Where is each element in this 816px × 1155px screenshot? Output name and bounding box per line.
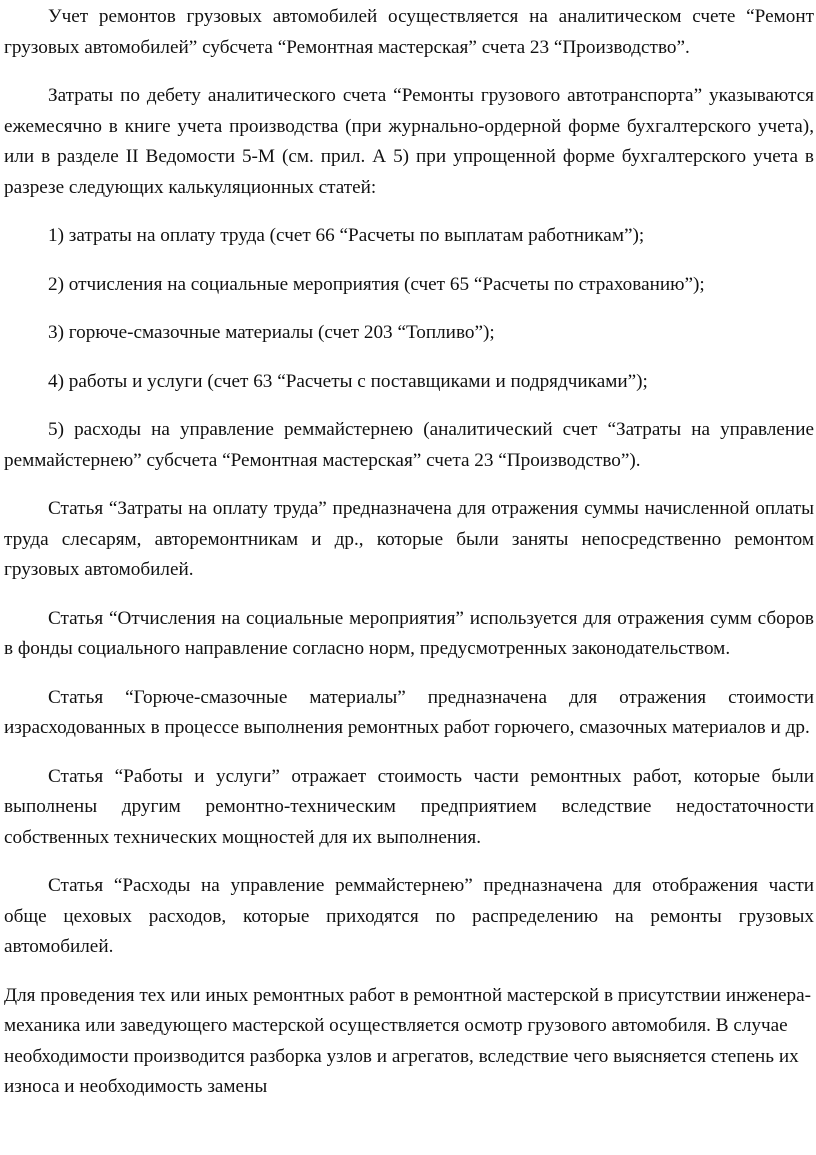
paragraph-fuel-article: Статья “Горюче-смазочные материалы” предназначена для отражения стоимости израсходованных в процессе выполнения ремонтных работ горючего, смазочных материалов и др. bbox=[4, 686, 814, 738]
list-item-labor-costs: 1) затраты на оплату труда (счет 66 “Расчеты по выплатам работникам”); bbox=[48, 225, 645, 246]
list-item-fuel-lubricants: 3) горюче-смазочные материалы (счет 203 “Топливо”); bbox=[48, 322, 495, 343]
list-item-social-contributions: 2) отчисления на социальные мероприятия (счет 65 “Расчеты по страхованию”); bbox=[48, 273, 705, 295]
paragraph-social-article: Статья “Отчисления на социальные мероприятия” используется для отражения сумм сборов в фонды социального направление согласно норм, предусмотренных законодательством. bbox=[4, 607, 814, 659]
paragraph-debit-costs: Затраты по дебету аналитического счета “Ремонты грузового автотранспорта” указываются ежемесячно в книге учета производства (при журнально-ордерной форме бухгалтерского учета), или в разделе II Ведомости 5-М (см. прил. А 5) при упрощенной форме бухгалтерского учета в разрезе следующих калькуляционных статей: bbox=[4, 85, 814, 198]
paragraph-labor-article: Статья “Затраты на оплату труда” предназначена для отражения суммы начисленной оплаты труда слесарям, авторемонтникам и др., которые были заняты непосредственно ремонтом грузовых автомобилей. bbox=[4, 498, 814, 580]
paragraph-services-article: Статья “Работы и услуги” отражает стоимость части ремонтных работ, которые были выполнены другим ремонтно-техническим предприятием вследствие недостаточности собственных технических мощностей для их выполнения. bbox=[4, 765, 814, 848]
list-item-management-expenses: 5) расходы на управление реммайстернею (аналитический счет “Затраты на управление реммайстернею” субсчета “Ремонтная мастерская” счета 23 “Производство”). bbox=[4, 419, 814, 471]
paragraph-inspection: Для проведения тех или иных ремонтных работ в ремонтной мастерской в присутствии инженера-механика или заведующего мастерской осуществляется осмотр грузового автомобиля. В случае необходимости производится разборка узлов и агрегатов, вследствие чего выясняется степень их износа и необходимость замены bbox=[4, 984, 812, 1097]
paragraph-management-article: Статья “Расходы на управление реммайстернею” предназначена для отображения части обще цеховых расходов, которые приходятся по распределению на ремонты грузовых автомобилей. bbox=[4, 875, 814, 957]
list-item-works-services: 4) работы и услуги (счет 63 “Расчеты с поставщиками и подрядчиками”); bbox=[48, 370, 648, 392]
paragraph-repair-accounting: Учет ремонтов грузовых автомобилей осуществляется на аналитическом счете “Ремонт грузовых автомобилей” субсчета “Ремонтная мастерская” счета 23 “Производство”. bbox=[4, 6, 814, 58]
